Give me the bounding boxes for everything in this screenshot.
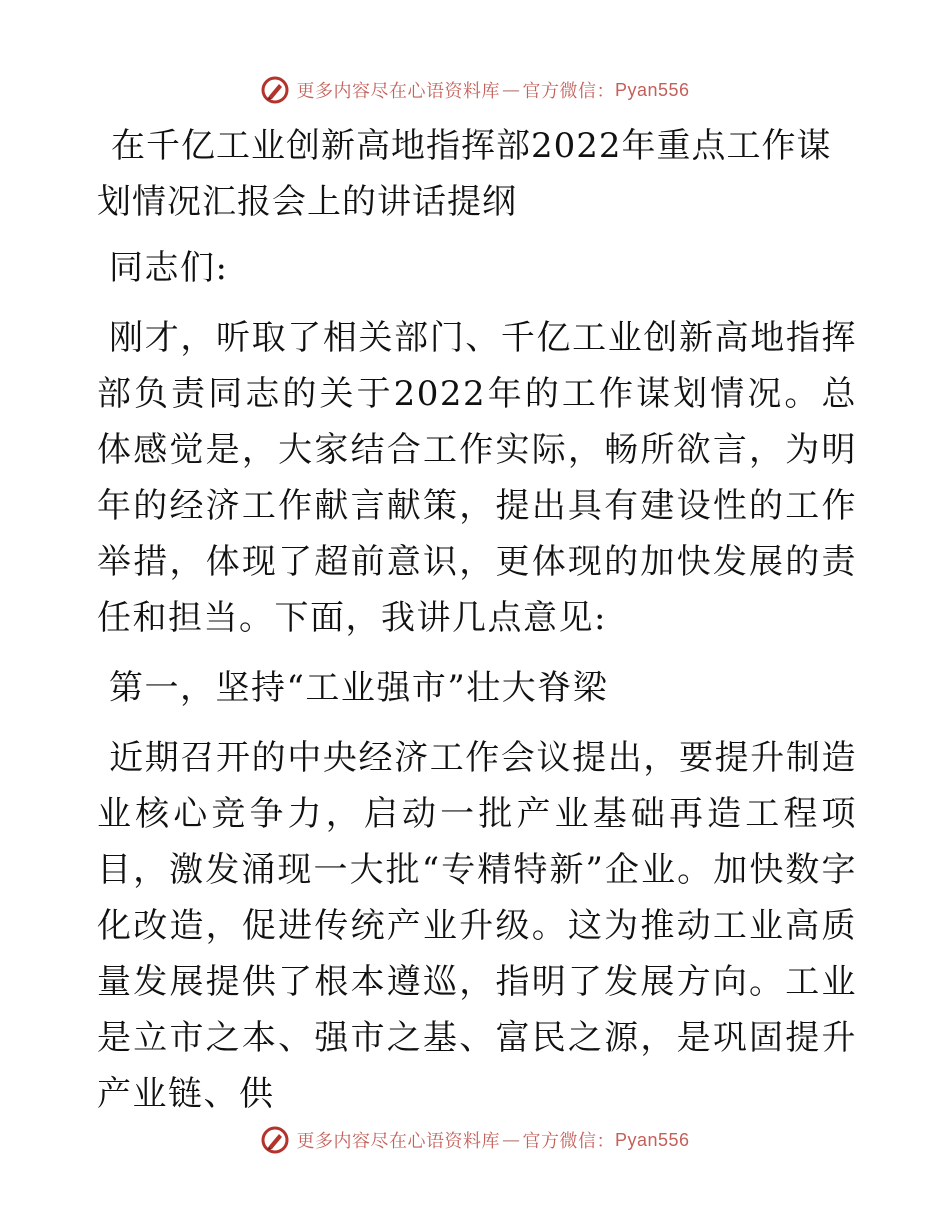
watermark-separator: — — [501, 1129, 521, 1151]
watermark-wechat-id: Pyan556 — [614, 1129, 690, 1150]
section-heading-1: 第一，坚持“工业强市”壮大脊梁 — [109, 668, 609, 708]
paragraph-section-1: 近期召开的中央经济工作会议提出，要提升制造业核心竞争力，启动一批产业基础再造工程项目，激发涌现一大批“专精特新”企业。加快数字化改造，促进传统产业升级。这为推动工业高质量发展提供了根本遵巡，指明了发展方向。工业是立市之本、强市之基、富民之源，是巩固提升产业链、供 — [97, 738, 857, 1114]
watermark-text: 更多内容尽在心语资料库 — [296, 1131, 500, 1152]
paragraph-intro: 刚才，听取了相关部门、千亿工业创新高地指挥部负责同志的关于2022年的工作谋划情况。总体感觉是，大家结合工作实际，畅所欲言，为明年的经济工作献言献策，提出具有建设性的工作举措，体现了超前意识，更体现的加快发展的责任和担当。下面，我讲几点意见: — [97, 318, 857, 638]
pen-logo-icon — [260, 1125, 290, 1155]
watermark-wechat-label: 官方微信： — [522, 81, 615, 102]
footer-watermark — [0, 1120, 950, 1160]
watermark-wechat-label: 官方微信： — [522, 1131, 615, 1152]
watermark-separator: — — [501, 79, 521, 101]
watermark-text: 更多内容尽在心语资料库 — [296, 81, 500, 102]
pen-logo-icon — [260, 75, 290, 105]
paragraph-greeting: 同志们: — [109, 248, 229, 288]
header-watermark — [0, 70, 950, 110]
document-title: 在千亿工业创新高地指挥部2022年重点工作谋划情况汇报会上的讲话提纲 — [97, 126, 832, 222]
document-body — [97, 118, 857, 1136]
watermark-wechat-id: Pyan556 — [614, 79, 690, 100]
